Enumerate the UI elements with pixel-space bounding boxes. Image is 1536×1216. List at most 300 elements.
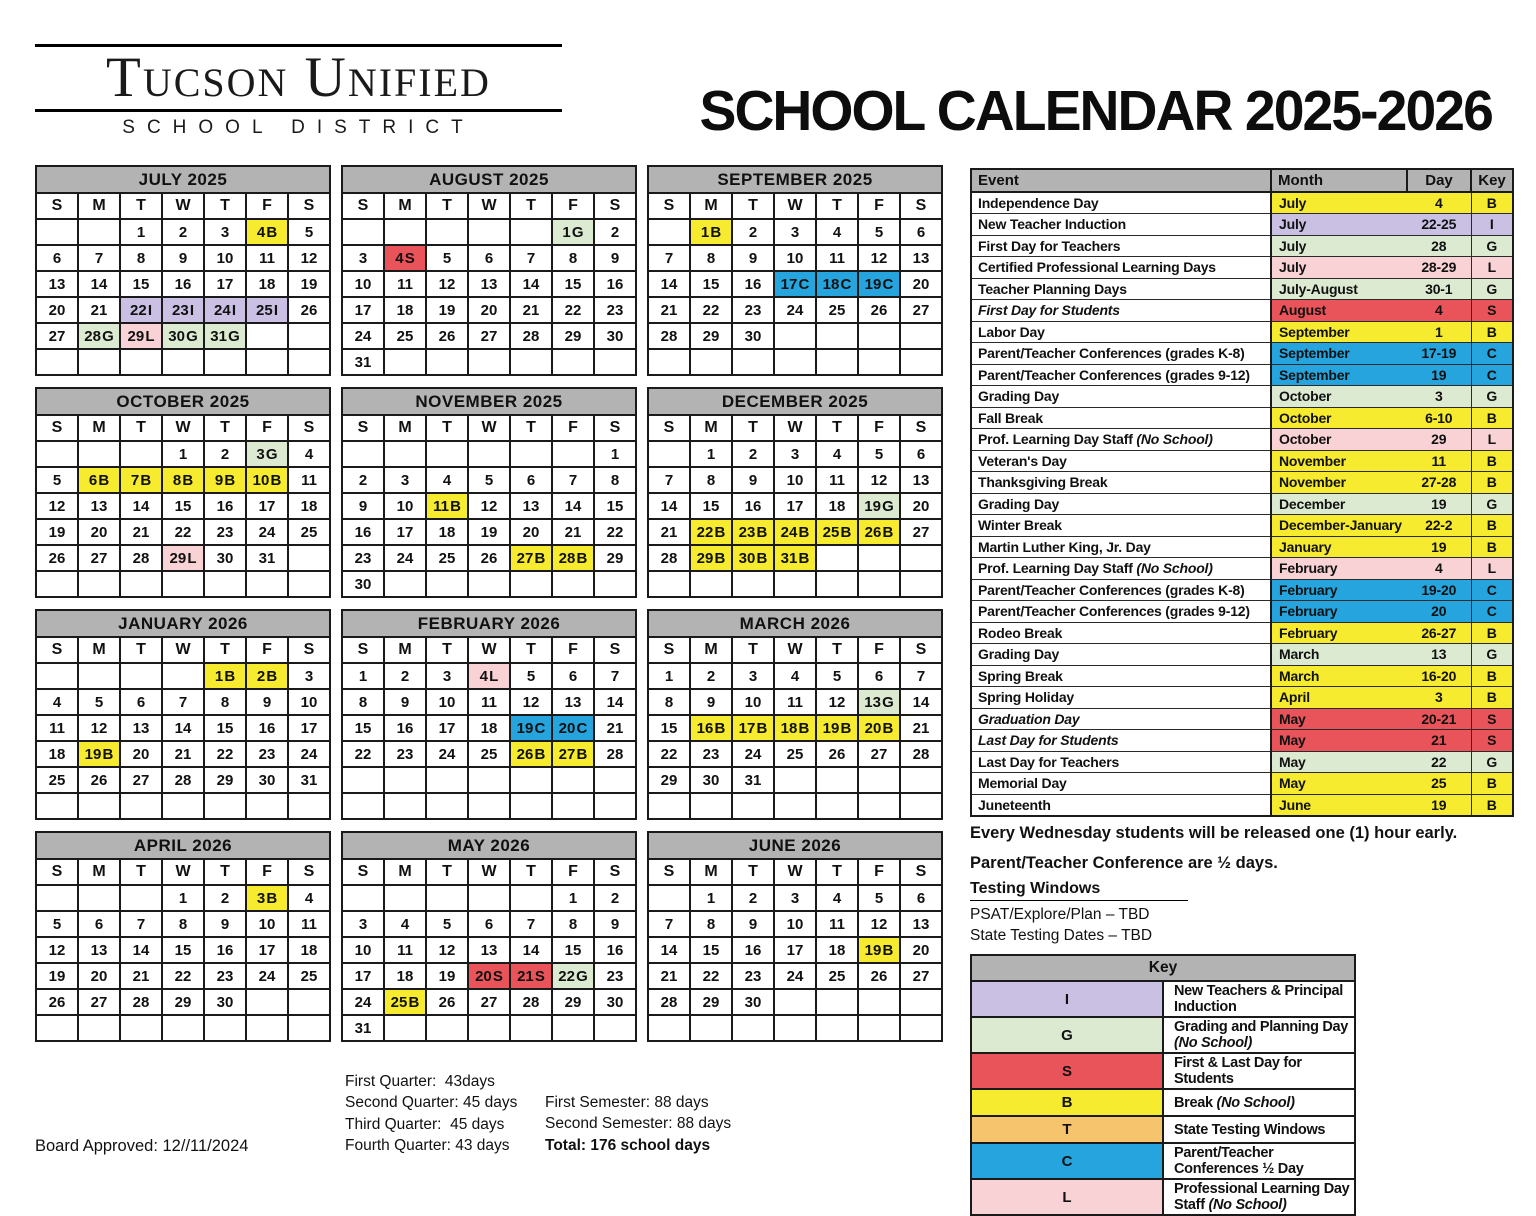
week-row	[342, 715, 636, 741]
day-cell: 3	[384, 467, 426, 493]
day-cell: 9	[594, 245, 636, 271]
key-row	[971, 981, 1355, 1017]
day-cell: 15	[120, 271, 162, 297]
day-cell-empty	[552, 1015, 594, 1041]
key-letter-cell: T	[971, 1116, 1163, 1143]
day-cell-empty	[816, 767, 858, 793]
day-cell: 18	[816, 493, 858, 519]
day-cell-empty	[36, 441, 78, 467]
week-row	[648, 297, 942, 323]
day-cell: 17	[246, 493, 288, 519]
weekday-header: S	[288, 859, 330, 885]
event-month-cell: June	[1271, 794, 1407, 816]
day-cell: 31	[246, 545, 288, 571]
week-row	[648, 885, 942, 911]
event-key-cell: G	[1471, 235, 1513, 257]
day-cell: 26	[858, 297, 900, 323]
event-row	[971, 407, 1513, 429]
day-cell: 21	[552, 519, 594, 545]
day-cell: 29	[204, 767, 246, 793]
week-row	[648, 323, 942, 349]
week-row	[342, 663, 636, 689]
day-cell: 10	[288, 689, 330, 715]
day-cell: 3	[774, 219, 816, 245]
weekday-header: S	[900, 415, 942, 441]
month-september-2025	[647, 165, 943, 376]
event-key-cell: B	[1471, 794, 1513, 816]
week-row	[648, 519, 942, 545]
day-cell: 8	[204, 689, 246, 715]
week-row	[648, 271, 942, 297]
day-cell-empty	[468, 885, 510, 911]
event-row	[971, 343, 1513, 365]
event-name-cell: Thanksgiving Break	[971, 472, 1271, 494]
event-day-cell: 19-20	[1407, 579, 1471, 601]
week-row	[648, 441, 942, 467]
day-cell: 11	[468, 689, 510, 715]
day-cell-empty	[774, 571, 816, 597]
day-cell: 13	[78, 493, 120, 519]
key-row	[971, 1053, 1355, 1089]
event-key-cell: C	[1471, 601, 1513, 623]
day-cell: 12	[426, 937, 468, 963]
day-cell-empty	[426, 571, 468, 597]
day-cell: 14	[900, 689, 942, 715]
key-row	[971, 1179, 1355, 1215]
month-title: FEBRUARY 2026	[342, 610, 636, 637]
semester-stat: First Semester: 88 days	[545, 1094, 709, 1111]
weekday-header: S	[36, 637, 78, 663]
day-cell: 31	[342, 349, 384, 375]
day-cell: 14	[510, 271, 552, 297]
day-cell: 4	[816, 885, 858, 911]
day-cell: 28	[648, 323, 690, 349]
day-cell-empty	[690, 1015, 732, 1041]
district-logo	[35, 44, 562, 139]
day-cell: 29	[648, 767, 690, 793]
weekday-header: T	[426, 193, 468, 219]
day-cell-empty	[648, 793, 690, 819]
day-cell: 14	[552, 493, 594, 519]
day-cell: 22 I	[120, 297, 162, 323]
day-cell-empty	[900, 349, 942, 375]
day-cell: 2	[732, 441, 774, 467]
day-cell: 22	[648, 741, 690, 767]
week-row	[342, 937, 636, 963]
event-row	[971, 192, 1513, 214]
day-cell: 15	[648, 715, 690, 741]
day-cell: 22	[162, 963, 204, 989]
weekday-header: T	[816, 637, 858, 663]
day-cell: 6	[78, 911, 120, 937]
day-cell: 19 G	[858, 493, 900, 519]
day-cell: 7	[648, 467, 690, 493]
day-cell: 24	[246, 963, 288, 989]
key-row	[971, 1116, 1355, 1143]
day-cell: 6	[900, 441, 942, 467]
day-cell: 6	[120, 689, 162, 715]
day-cell: 10 B	[246, 467, 288, 493]
day-cell: 13 G	[858, 689, 900, 715]
day-cell: 23	[732, 297, 774, 323]
week-row	[36, 793, 330, 819]
day-cell: 25	[288, 963, 330, 989]
key-description-cell: New Teachers & Principal Induction	[1163, 981, 1355, 1017]
weekday-header: F	[858, 415, 900, 441]
event-row	[971, 515, 1513, 537]
week-row	[342, 245, 636, 271]
event-month-cell: July	[1271, 214, 1407, 236]
day-cell-empty	[120, 571, 162, 597]
month-title: JULY 2025	[36, 166, 330, 193]
day-cell: 5	[78, 689, 120, 715]
page-title: SCHOOL CALENDAR 2025-2026	[699, 79, 1492, 143]
event-name-cell: Prof. Learning Day Staff (No School)	[971, 429, 1271, 451]
key-description-cell: Parent/Teacher Conferences ½ Day	[1163, 1143, 1355, 1179]
day-cell: 25	[816, 297, 858, 323]
day-cell-empty	[426, 349, 468, 375]
day-cell: 28 B	[552, 545, 594, 571]
events-header-day: Day	[1407, 169, 1471, 192]
day-cell-empty	[162, 793, 204, 819]
events-table	[970, 168, 1514, 817]
events-header-month: Month	[1271, 169, 1407, 192]
event-row	[971, 644, 1513, 666]
day-cell: 2	[732, 885, 774, 911]
quarter-stat: First Quarter: 43days	[345, 1073, 495, 1090]
day-cell-empty	[858, 989, 900, 1015]
event-month-cell: May	[1271, 751, 1407, 773]
day-cell: 8	[690, 911, 732, 937]
event-row	[971, 472, 1513, 494]
weekday-header: T	[732, 859, 774, 885]
day-cell: 29 L	[120, 323, 162, 349]
week-row	[342, 767, 636, 793]
day-cell: 15	[162, 493, 204, 519]
day-cell: 24 I	[204, 297, 246, 323]
day-cell: 25	[384, 323, 426, 349]
event-key-cell: B	[1471, 536, 1513, 558]
weekday-header: F	[246, 415, 288, 441]
week-row	[648, 741, 942, 767]
day-cell-empty	[774, 349, 816, 375]
day-cell: 14	[594, 689, 636, 715]
day-cell: 20	[510, 519, 552, 545]
week-row	[342, 911, 636, 937]
day-cell: 1	[648, 663, 690, 689]
day-cell: 6	[900, 219, 942, 245]
week-row	[342, 571, 636, 597]
day-cell-empty	[384, 1015, 426, 1041]
day-cell: 14	[648, 271, 690, 297]
day-cell: 9	[732, 911, 774, 937]
day-cell: 26	[858, 963, 900, 989]
day-cell: 10	[426, 689, 468, 715]
day-cell: 16	[204, 937, 246, 963]
quarter-stat: Second Quarter: 45 days	[345, 1094, 518, 1112]
day-cell: 24	[384, 545, 426, 571]
week-row	[342, 989, 636, 1015]
day-cell: 17 B	[732, 715, 774, 741]
event-day-cell: 19	[1407, 493, 1471, 515]
day-cell: 19 C	[510, 715, 552, 741]
weekday-header: T	[510, 415, 552, 441]
day-cell-empty	[288, 545, 330, 571]
week-row	[648, 245, 942, 271]
day-cell: 19 B	[858, 937, 900, 963]
day-cell: 3	[288, 663, 330, 689]
day-cell-empty	[36, 1015, 78, 1041]
day-cell: 27 B	[510, 545, 552, 571]
day-cell: 29	[162, 989, 204, 1015]
week-row	[342, 1015, 636, 1041]
day-cell: 11	[384, 271, 426, 297]
day-cell: 26	[468, 545, 510, 571]
day-cell: 30 B	[732, 545, 774, 571]
day-cell: 19 C	[858, 271, 900, 297]
day-cell: 10	[246, 911, 288, 937]
day-cell: 30	[342, 571, 384, 597]
day-cell: 5	[816, 663, 858, 689]
weekday-header: T	[120, 859, 162, 885]
day-cell: 6	[468, 911, 510, 937]
day-cell: 24	[774, 297, 816, 323]
day-cell: 13	[36, 271, 78, 297]
day-cell: 5	[858, 441, 900, 467]
week-row	[36, 493, 330, 519]
weekday-header: S	[342, 415, 384, 441]
week-row	[36, 323, 330, 349]
day-cell: 26	[426, 323, 468, 349]
day-cell-empty	[552, 441, 594, 467]
day-cell: 25 B	[816, 519, 858, 545]
day-cell: 18	[288, 937, 330, 963]
day-cell: 18	[246, 271, 288, 297]
event-day-cell: 4	[1407, 192, 1471, 214]
day-cell: 28 G	[78, 323, 120, 349]
day-cell: 27	[468, 323, 510, 349]
day-cell: 20	[120, 741, 162, 767]
event-row	[971, 300, 1513, 322]
events-header-event: Event	[971, 169, 1271, 192]
week-row	[648, 493, 942, 519]
day-cell: 25	[816, 963, 858, 989]
day-cell: 5	[858, 219, 900, 245]
day-cell: 28	[594, 741, 636, 767]
day-cell: 18	[816, 937, 858, 963]
month-title: OCTOBER 2025	[36, 388, 330, 415]
week-row	[36, 441, 330, 467]
day-cell: 1	[162, 885, 204, 911]
week-row	[342, 885, 636, 911]
event-row	[971, 794, 1513, 816]
day-cell-empty	[246, 989, 288, 1015]
event-row	[971, 708, 1513, 730]
day-cell-empty	[246, 571, 288, 597]
week-row	[36, 715, 330, 741]
day-cell-empty	[78, 793, 120, 819]
key-letter-cell: B	[971, 1089, 1163, 1116]
week-row	[342, 219, 636, 245]
day-cell: 28	[120, 989, 162, 1015]
event-day-cell: 26-27	[1407, 622, 1471, 644]
day-cell: 28	[648, 545, 690, 571]
week-row	[342, 963, 636, 989]
testing-item: State Testing Dates – TBD	[970, 927, 1153, 944]
day-cell-empty	[162, 571, 204, 597]
day-cell: 22	[594, 519, 636, 545]
day-cell: 27	[78, 989, 120, 1015]
week-row	[36, 767, 330, 793]
day-cell-empty	[900, 767, 942, 793]
event-day-cell: 20	[1407, 601, 1471, 623]
day-cell-empty	[342, 767, 384, 793]
key-letter-cell: S	[971, 1053, 1163, 1089]
week-row	[342, 793, 636, 819]
weekday-header: W	[162, 193, 204, 219]
week-row	[648, 571, 942, 597]
event-name-cell: Veteran's Day	[971, 450, 1271, 472]
day-cell: 18 B	[774, 715, 816, 741]
day-cell-empty	[648, 349, 690, 375]
day-cell: 17	[204, 271, 246, 297]
week-row	[36, 349, 330, 375]
day-cell: 2	[204, 441, 246, 467]
day-cell: 15	[162, 937, 204, 963]
event-key-cell: B	[1471, 665, 1513, 687]
day-cell: 22	[690, 963, 732, 989]
weekday-header: T	[816, 415, 858, 441]
testing-item: PSAT/Explore/Plan – TBD	[970, 906, 1150, 923]
day-cell: 17	[384, 519, 426, 545]
weekday-header: T	[204, 637, 246, 663]
day-cell: 13	[120, 715, 162, 741]
day-cell: 25 B	[384, 989, 426, 1015]
day-cell-empty	[690, 349, 732, 375]
day-cell: 7	[78, 245, 120, 271]
event-row	[971, 321, 1513, 343]
day-cell-empty	[774, 793, 816, 819]
week-row	[342, 741, 636, 767]
conference-note: Parent/Teacher Conference are ½ days.	[970, 854, 1278, 872]
day-cell: 26	[288, 297, 330, 323]
day-cell: 31	[732, 767, 774, 793]
quarter-stat: Fourth Quarter: 43 days	[345, 1136, 510, 1154]
event-key-cell: G	[1471, 751, 1513, 773]
event-key-cell: L	[1471, 558, 1513, 580]
event-name-cell: Winter Break	[971, 515, 1271, 537]
key-description-cell: Professional Learning Day Staff (No School)	[1163, 1179, 1355, 1215]
event-row	[971, 773, 1513, 795]
event-day-cell: 3	[1407, 687, 1471, 709]
weekday-header: F	[246, 859, 288, 885]
day-cell-empty	[594, 767, 636, 793]
month-december-2025	[647, 387, 943, 598]
day-cell: 8	[552, 911, 594, 937]
day-cell-empty	[78, 885, 120, 911]
day-cell: 5	[36, 467, 78, 493]
day-cell: 14	[78, 271, 120, 297]
week-row	[342, 297, 636, 323]
week-row	[36, 245, 330, 271]
day-cell: 16	[342, 519, 384, 545]
day-cell-empty	[120, 441, 162, 467]
day-cell-empty	[816, 349, 858, 375]
event-day-cell: 28-29	[1407, 257, 1471, 279]
day-cell-empty	[510, 767, 552, 793]
events-header-row	[971, 169, 1513, 192]
day-cell: 4	[816, 441, 858, 467]
week-row	[36, 519, 330, 545]
event-key-cell: L	[1471, 429, 1513, 451]
day-cell-empty	[468, 219, 510, 245]
day-cell-empty	[204, 1015, 246, 1041]
week-row	[342, 349, 636, 375]
day-cell-empty	[732, 349, 774, 375]
day-cell: 3	[732, 663, 774, 689]
events-header-key: Key	[1471, 169, 1513, 192]
day-cell: 17	[288, 715, 330, 741]
day-cell: 4 B	[246, 219, 288, 245]
day-cell: 25	[36, 767, 78, 793]
event-row	[971, 601, 1513, 623]
day-cell: 9	[162, 245, 204, 271]
day-cell: 10	[732, 689, 774, 715]
weekday-header: M	[384, 415, 426, 441]
weekday-header: W	[162, 637, 204, 663]
day-cell: 22 B	[690, 519, 732, 545]
day-cell: 30	[246, 767, 288, 793]
week-row	[36, 911, 330, 937]
day-cell-empty	[36, 219, 78, 245]
day-cell: 5	[36, 911, 78, 937]
day-cell: 22	[552, 297, 594, 323]
day-cell: 30	[204, 545, 246, 571]
day-cell: 28	[162, 767, 204, 793]
day-cell: 5	[426, 245, 468, 271]
key-letter-cell: G	[971, 1017, 1163, 1053]
event-name-cell: Juneteenth	[971, 794, 1271, 816]
event-month-cell: July	[1271, 235, 1407, 257]
day-cell: 10	[774, 911, 816, 937]
day-cell: 9	[246, 689, 288, 715]
day-cell: 26 B	[510, 741, 552, 767]
day-cell: 9	[594, 911, 636, 937]
day-cell: 19 B	[816, 715, 858, 741]
day-cell: 22 G	[552, 963, 594, 989]
event-key-cell: C	[1471, 364, 1513, 386]
event-month-cell: April	[1271, 687, 1407, 709]
day-cell: 26	[426, 989, 468, 1015]
event-name-cell: Grading Day	[971, 493, 1271, 515]
event-day-cell: 25	[1407, 773, 1471, 795]
day-cell-empty	[36, 885, 78, 911]
event-name-cell: Independence Day	[971, 192, 1271, 214]
day-cell-empty	[648, 1015, 690, 1041]
event-row	[971, 579, 1513, 601]
weekday-header: M	[384, 859, 426, 885]
day-cell: 28	[510, 989, 552, 1015]
event-day-cell: 16-20	[1407, 665, 1471, 687]
week-row	[648, 963, 942, 989]
day-cell: 15	[690, 271, 732, 297]
day-cell-empty	[204, 571, 246, 597]
day-cell: 27	[120, 767, 162, 793]
month-title: JUNE 2026	[648, 832, 942, 859]
day-cell-empty	[774, 989, 816, 1015]
day-cell-empty	[204, 349, 246, 375]
week-row	[36, 271, 330, 297]
